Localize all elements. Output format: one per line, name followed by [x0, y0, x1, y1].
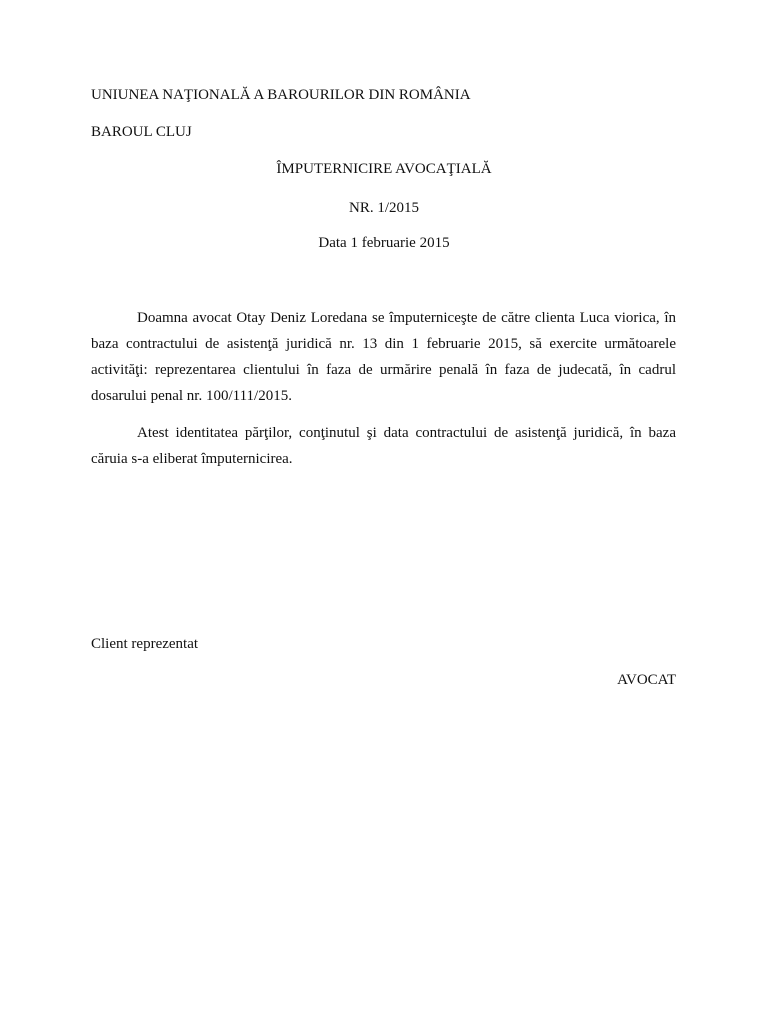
attestation-paragraph: Atest identitatea părţilor, conţinutul şi data contractului de asistenţă juridică, în baza căruia s-a eliberat împuternicirea. [91, 425, 676, 467]
organization-name: UNIUNEA NAŢIONALĂ A BAROURILOR DIN ROMÂNIA [91, 87, 471, 103]
mandate-paragraph: Doamna avocat Otay Deniz Loredana se împuterniceşte de către clienta Luca viorica, în baza contractului de asistenţă juridică nr. 13 din 1 februarie 2015, să exercite următoarele activităţi: reprezentarea clientului în faza de urmărire penală în faza de judecată, în cadrul dosarului penal nr. 100/111/2015. [91, 310, 676, 404]
document-number: NR. 1/2015 [348, 200, 419, 216]
client-signature-label: Client reprezentat [91, 636, 199, 652]
lawyer-signature-label: AVOCAT [617, 672, 676, 688]
document-date: Data 1 februarie 2015 [318, 235, 450, 251]
document-title: ÎMPUTERNICIRE AVOCAŢIALĂ [276, 161, 492, 177]
bar-association-name: BAROUL CLUJ [91, 124, 192, 140]
